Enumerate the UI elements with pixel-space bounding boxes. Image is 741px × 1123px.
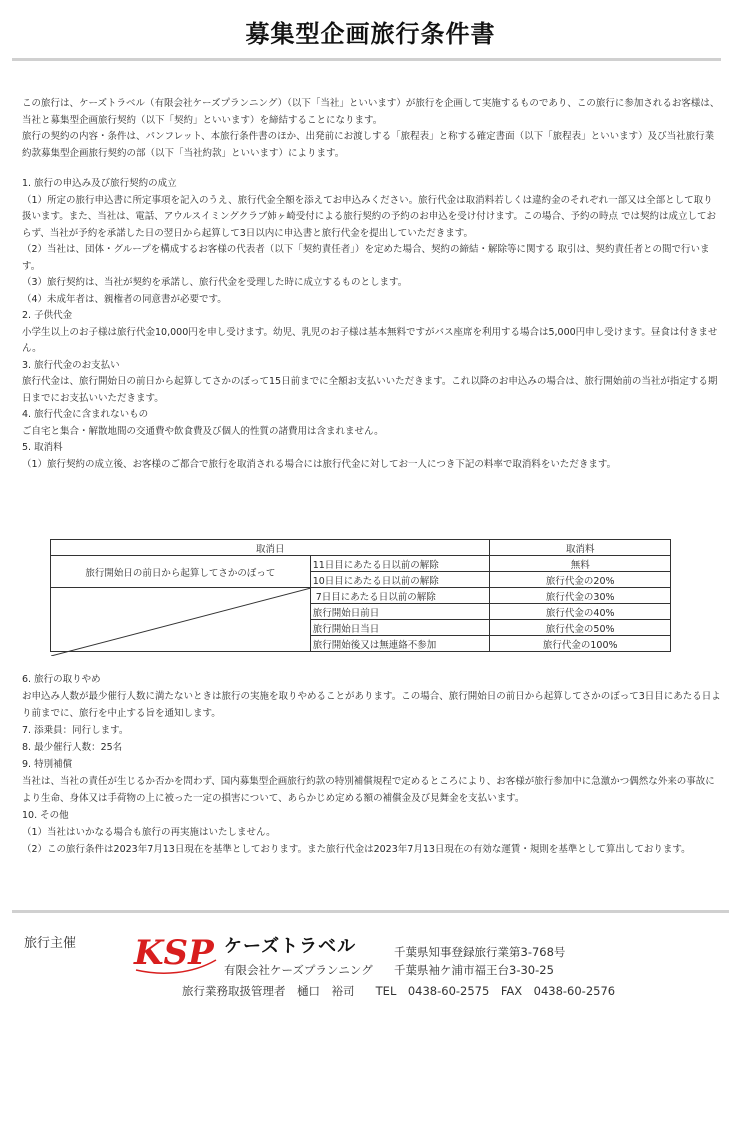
section-text: 8. 最少催行人数：25名 — [22, 742, 123, 753]
bottom-divider — [12, 910, 729, 913]
ksp-logo — [132, 930, 218, 976]
intro-paragraph: 旅行の契約の内容・条件は、パンフレット、本旅行条件書のほか、出発前にお渡しする「旅程表」と称する確定書面（以下「旅程表」といいます）及び当社旅行業約款募集型企画旅行契約の部（以下「当社約款」といいます）によります。 — [22, 131, 715, 159]
section-heading: 1. 旅行の申込み及び旅行契約の成立 — [22, 178, 177, 189]
conditions-body-continued — [22, 671, 722, 858]
table-row — [51, 556, 671, 572]
section-heading: 2. 子供代金 — [22, 310, 73, 321]
cancel-fee-cell: 旅行代金の30% — [490, 588, 671, 604]
section-text: （1）旅行契約の成立後、お客様のご都合で旅行を取消される場合には旅行代金に対してお一人につき下記の料率で取消料をいただきます。 — [22, 458, 617, 470]
company-address: 千葉県袖ケ浦市福王台3-30-25 — [394, 963, 554, 977]
section-text: お申込み人数が最少催行人数に満たないときは旅行の実施を取りやめることがあります。この場合、旅行開始日の前日から起算してさかのぼって3日目にあたる日より前までに、旅行を中止する旨を通知します。 — [22, 691, 721, 719]
sponsor-label: 旅行主催 — [24, 936, 77, 951]
cancel-fee-cell: 旅行代金の40% — [490, 604, 671, 620]
cancel-day-text: 7日目にあたる日以前の解除 — [315, 591, 436, 603]
cancel-fee-cell: 旅行代金の50% — [490, 620, 671, 636]
cancel-day-cell: 旅行開始日前日 — [310, 604, 490, 620]
logo-text: KSP — [134, 933, 214, 973]
section-heading: 3. 旅行代金のお支払い — [22, 359, 120, 371]
cancel-fee-cell: 無料 — [490, 556, 671, 572]
section-text: 当社は、当社の責任が生じるか否かを問わず、国内募集型企画旅行約款の特別補償規程で定めるところにより、お客様が旅行参加中に急激かつ偶然な外来の事故により生命、身体又は手荷物の上に被った一定の損害について、あらかじめ定める額の補償金及び見舞金を支払います。 — [22, 776, 715, 804]
section-text: （4）未成年者は、親権者の同意書が必要です。 — [22, 293, 227, 305]
top-divider — [12, 58, 721, 61]
section-text: （2）この旅行条件は2023年7月13日現在を基準としております。また旅行代金は2023年7月13日現在の有効な運賃・規則を基準として算出しております。 — [22, 844, 691, 855]
section-text: ご自宅と集合・解散地間の交通費や飲食費及び個人的性質の諸費用は含まれません。 — [22, 425, 384, 437]
company-name: ケーズトラベル — [224, 936, 357, 957]
section-text: （3）旅行契約は、当社が契約を承諾し、旅行代金を受理した時に成立するものとします。 — [22, 277, 408, 288]
cancel-fee-cell: 旅行代金の100% — [490, 636, 671, 652]
cancel-day-cell: 11日目にあたる日以前の解除 — [310, 556, 490, 572]
section-text: （1）当社はいかなる場合も旅行の再実施はいたしません。 — [22, 827, 276, 838]
cancel-day-cell — [310, 588, 490, 604]
diagonal-blank-cell — [51, 588, 311, 652]
cancel-day-cell: 旅行開始後又は無連絡不参加 — [310, 636, 490, 652]
section-heading: 5. 取消料 — [22, 442, 63, 453]
section-heading: 10. その他 — [22, 810, 69, 821]
cancel-fee-cell: 旅行代金の20% — [490, 572, 671, 588]
table-row — [51, 588, 671, 604]
cancellation-fee-table — [50, 539, 671, 652]
manager-contact: 旅行業務取扱管理者 樋口 裕司 TEL 0438-60-2575 FAX 0438-60-2576 — [182, 984, 616, 998]
header-cancel-day: 取消日 — [51, 540, 490, 556]
section-text: 小学生以上のお子様は旅行代金10,000円を申し受けます。幼児、乳児のお子様は基本無料ですがバス座席を利用する場合は5,000円申し受けます。昼食は付きません。 — [22, 326, 718, 354]
header-cancel-fee: 取消料 — [490, 540, 671, 556]
cancel-day-cell: 10日目にあたる日以前の解除 — [310, 572, 490, 588]
page-title: 募集型企画旅行条件書 — [245, 20, 496, 48]
company-legal-name: 有限会社ケーズプランニング — [224, 963, 373, 977]
section-heading: 6. 旅行の取りやめ — [22, 674, 101, 685]
diagonal-line — [51, 588, 311, 656]
section-heading: 9. 特別補償 — [22, 759, 73, 770]
cancel-day-cell: 旅行開始日当日 — [310, 620, 490, 636]
section-text: 7. 添乗員：同行します。 — [22, 725, 129, 736]
table-header-row — [51, 540, 671, 556]
cancel-basis-label: 旅行開始日の前日から起算してさかのぼって — [51, 556, 311, 588]
intro-paragraph: この旅行は、ケーズトラベル（有限会社ケーズプランニング）（以下「当社」といいます）が旅行を企画して実施するものであり、この旅行に参加されるお客様は、当社と募集型企画旅行契約（以下「契約」といいます）を締結することになります。 — [22, 98, 720, 126]
conditions-body — [22, 96, 722, 473]
section-text: 旅行代金は、旅行開始日の前日から起算してさかのぼって15日前までに全額お支払いいただきます。これ以降のお申込みの場合は、旅行開始前の当社が指定する期日までにお支払いいただきます。 — [22, 376, 718, 404]
section-heading: 4. 旅行代金に含まれないもの — [22, 409, 149, 420]
section-text: （1）所定の旅行申込書に所定事項を記入のうえ、旅行代金全額を添えてお申込みください。旅行代金は取消料若しくは違約金のそれぞれ一部又は全部として取り扱います。また、当社は、電話、アウルスイミングクラブ姉ヶ崎受付による旅行契約の予約のお申込を受け付けます。この場合、予約の時点 では契約は成立しておらず、当社が予約を承諾した日の翌日から起算して3日以内に申込書と旅行代金を提出していただきます。 — [22, 194, 717, 239]
section-text: （2）当社は、団体・グループを構成するお客様の代表者（以下「契約責任者」）を定めた場合、契約の締結・解除等に関する 取引は、契約責任者との間で行います。 — [22, 244, 710, 272]
registration-number: 千葉県知事登録旅行業第3-768号 — [394, 945, 566, 959]
